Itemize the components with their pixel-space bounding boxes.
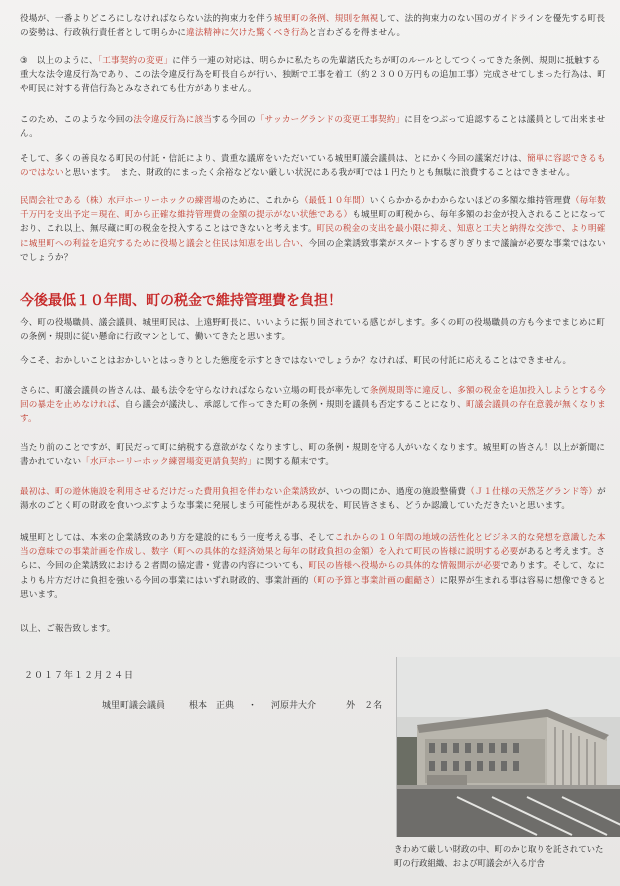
paragraph	[20, 54, 608, 97]
text-segment: そして、多くの善良なる町民の付託・信託により、貴重な議席をいただいている城里町議会議員は、とにかく今回の議案だけは、	[20, 154, 527, 164]
highlighted-text: 簡単に容認できるものではない	[20, 154, 606, 179]
town-hall-building-icon	[397, 657, 620, 837]
text-segment: に関する顛末です。	[256, 457, 335, 468]
paragraph	[20, 384, 608, 427]
highlighted-text: 「サッカーグランドの変更工事契約」	[255, 115, 405, 125]
text-segment: 城里町としては、本来の企業誘致のあり方を建設的にもう一度考える事、そして	[20, 533, 335, 543]
paragraph	[20, 113, 608, 141]
text-segment: 今、町の役場職員、議会議員、城里町民は、上遠野町長に、いいように振り回されている感じがします。多くの町の役場職員の方も今までまじめに町の条例・規則に従い懸命に行政マンとして、働いてきたと思います。	[20, 318, 606, 343]
paragraph	[20, 152, 608, 180]
signature-others: 外 ２名	[346, 701, 383, 711]
text-segment: このため、このような今回の	[20, 115, 134, 125]
highlighted-text: 「水戸ホーリーホック練習場変更請負契約」	[81, 457, 257, 468]
paragraph	[20, 441, 608, 469]
text-segment: のために、これから	[221, 196, 300, 206]
text-segment: に限界が生まれる事は容易に想像できると思います。	[20, 575, 606, 600]
paragraph	[20, 12, 608, 40]
caption-line-2: 町の行政組織、および町議会が入る庁舎	[394, 858, 545, 868]
date: ２０１７年１２月２４日	[24, 671, 135, 681]
text-segment: 当たり前のことですが、町民だって町に納税する意欲がなくなりますし、町の条例・規則を守る人がいなくなります。城里町の皆さん！以上が新聞に書かれていない	[20, 443, 606, 468]
highlighted-text: 町議会議員の存在意義が無くなります。	[20, 400, 606, 425]
photo-caption	[394, 842, 620, 870]
text-segment: であります。そして、なによりも片方だけに負担を強いる今回の事業にはいずれ財政的、事業計画的	[20, 561, 605, 586]
signature-title: 城里町議会議員	[102, 701, 166, 711]
text-segment: いくらかかるかわからないほどの多額な維持管理費	[369, 196, 571, 206]
paragraph	[20, 531, 608, 602]
paragraph	[20, 622, 608, 636]
highlighted-text: 民間会社である（株）水戸ホーリーホックの練習場	[20, 196, 222, 206]
text-segment: ③ 以上のように、	[20, 56, 98, 66]
highlighted-text: （町への具体的な経済効果と毎年の財政負担の金額）	[168, 547, 379, 558]
paragraph	[20, 354, 608, 368]
highlighted-text: （Ｊ１仕様の天然芝グランド等）	[465, 487, 598, 497]
highlighted-text: （最低１０年間）	[299, 196, 370, 206]
text-segment: する今回の	[212, 115, 256, 125]
highlighted-text: （町の予算と事業計画の齟齬さ）	[308, 575, 440, 586]
highlighted-text: 、町の遊休施設を利用させるだけだった費用負担を伴わない企業誘致	[46, 487, 318, 497]
highlighted-text: （毎年数千万円を支出予定＝現在、町から正確な維持管理費の金額の提示がない状態である）	[20, 196, 606, 221]
highlighted-text: 法令違反行為に該当	[133, 115, 213, 125]
text-segment: があると考えます。さらに、今回の企業誘致における２者間の協定書・覚書の内容についても、	[20, 547, 606, 572]
highlighted-text: 違法精神に欠けた驚くべき行為	[186, 28, 309, 39]
paragraph	[20, 316, 608, 344]
text-segment: 役場が、一番よりどころにしなければならない法的拘束力を伴う	[20, 14, 274, 24]
highlighted-text: 最初は	[20, 487, 47, 497]
highlighted-text: 町民の税金の支出を最小限に抑え、知恵と工夫と納得な交渉で、より明確に城里町への利益を追究するために役場と議会と住民は知恵を出し合い、	[20, 224, 606, 249]
text-segment: 今回の企業誘致事業がスタートするぎりぎりまで議論が必要な事業ではないでしょうか？	[20, 238, 606, 263]
highlighted-text: を入れて町民の皆様に説明する必要	[378, 547, 519, 558]
text-segment: が、いつの間にか、過度の施設整備費	[317, 487, 466, 497]
caption-line-1: きわめて厳しい財政の中、町のかじ取りを託されていた	[394, 844, 604, 854]
text-segment: が湯水のごとく町の財政を食いつぶすような事業に発展しまう可能性がある現状を、町民皆さまも、どうか認識していただきたいと思います。	[20, 487, 606, 512]
text-segment: 今こそ、おかしいことはおかしいとはっきりとした態度を示すときではないでしょうか？なければ、町民の付託に応えることはできません。	[20, 356, 572, 366]
town-hall-photo	[396, 657, 620, 837]
text-segment: と言わざるを得ません。	[308, 28, 406, 39]
text-segment: に目をつぶって追認することは議員として出来ません。	[20, 115, 606, 140]
text-segment: して、法的拘束力のない国のガイドラインを優先する町長の姿勢は、行政執行責任者として明らかに	[20, 14, 606, 39]
text-segment: 、自ら議会が議決し、承認して作ってきた町の条例・規則を議員も否定することになり、	[116, 400, 466, 411]
paragraph	[20, 485, 608, 513]
signature-name-2: 河原井大介	[271, 701, 317, 711]
highlighted-text: 「工事契約の変更」	[97, 56, 173, 66]
signature-name-1: 根本 正典	[189, 701, 235, 711]
text-segment: も城里町の町税から、毎年多額のお金が投入されることになっており、これ以上、無尽蔵に町の税金を投入することはできないと考えます。	[20, 210, 606, 235]
text-segment: に伴う一連の対応は、明らかに私たちの先輩諸氏たちが町のルールとしてつくってきた条例、規則に抵触する重大な法令違反行為であり、この法令違反行為を町長自らが行い、独断で工事を着工（約２３００万円もの追加工事）完成させてしまった行為は、町や町民に対する背信行為とみなされても仕方がありません。	[20, 56, 606, 95]
paragraph	[20, 194, 608, 265]
section-heading: 今後最低１０年間、町の税金で維持管理費を負担！	[20, 293, 342, 309]
highlighted-text: 条例規則等に違反し、多額の税金を追加投入しようとする今回の暴走を止めなければ	[20, 386, 606, 411]
highlighted-text: 城里町の条例、規則を無視	[273, 14, 379, 24]
signature-separator: ・	[248, 701, 258, 711]
highlighted-text: これからの１０年間の地域の活性化とビジネス的な発想を意識した本当の意味での事業計画を作成し、数字	[20, 533, 606, 558]
text-segment: と思います。 また、財政的にまったく余裕などない厳しい状況にある我が町では１円たりとも無駄に浪費することはできません。	[63, 168, 576, 179]
text-segment: 以上、ご報告致します。	[20, 624, 116, 634]
text-segment: さらに、町議会議員の皆さんは、最も法令を守らなければならない立場の町長が率先して	[20, 386, 370, 396]
signature	[102, 698, 382, 711]
highlighted-text: 町民の皆様へ役場からの具体的な情報開示が必要	[308, 561, 501, 572]
